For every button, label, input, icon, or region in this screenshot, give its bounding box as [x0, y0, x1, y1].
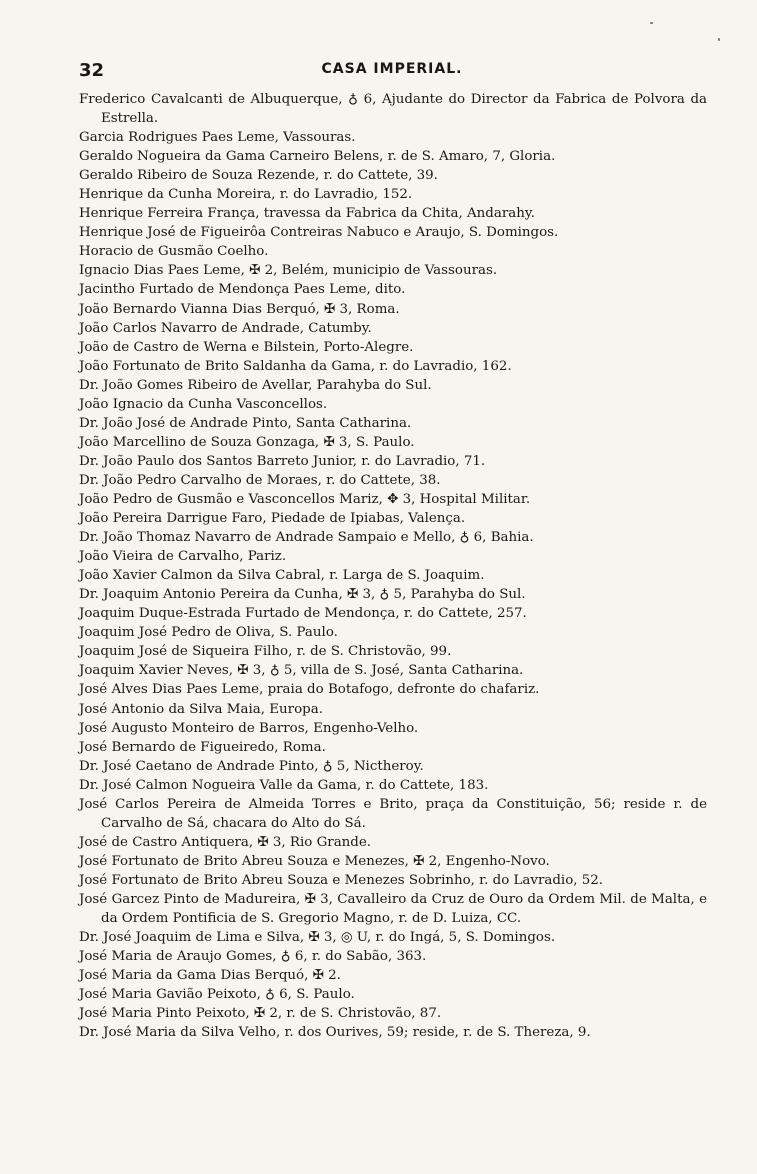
directory-entry: João Pedro de Gusmão e Vasconcellos Mariz, ✥ 3, Hospital Militar. — [79, 491, 531, 507]
directory-entry: João de Castro de Werna e Bilstein, Porto-Alegre. — [79, 339, 414, 355]
directory-entry: Joaquim Xavier Neves, ✠ 3, ♁ 5, villa de S. José, Santa Catharina. — [79, 663, 524, 679]
directory-entries — [79, 90, 707, 1042]
directory-entry: José Bernardo de Figueiredo, Roma. — [79, 739, 326, 755]
directory-entry: Joaquim Duque-Estrada Furtado de Mendonça, r. do Cattete, 257. — [79, 606, 527, 622]
directory-entry: Dr. José Caetano de Andrade Pinto, ♁ 5, Nictheroy. — [79, 758, 424, 774]
directory-entry: José de Castro Antiquera, ✠ 3, Rio Grande. — [79, 834, 372, 850]
directory-entry: José Maria Gavião Peixoto, ♁ 6, S. Paulo. — [79, 987, 355, 1003]
directory-entry: João Bernardo Vianna Dias Berquó, ✠ 3, Roma. — [79, 301, 400, 317]
page-header — [79, 60, 705, 86]
directory-entry: João Vieira de Carvalho, Pariz. — [79, 549, 287, 565]
directory-entry: Dr. João José de Andrade Pinto, Santa Catharina. — [79, 415, 412, 431]
directory-entry: Dr. João Paulo dos Santos Barreto Junior, r. do Lavradio, 71. — [79, 453, 486, 469]
directory-entry: João Marcellino de Souza Gonzaga, ✠ 3, S. Paulo. — [79, 434, 415, 450]
directory-entry: Geraldo Ribeiro de Souza Rezende, r. do Cattete, 39. — [79, 168, 438, 184]
directory-entry: Dr. José Joaquim de Lima e Silva, ✠ 3, ◎ U, r. do Ingá, 5, S. Domingos. — [79, 930, 556, 946]
directory-entry: Horacio de Gusmão Coelho. — [79, 244, 269, 260]
directory-entry: Jacintho Furtado de Mendonça Paes Leme, dito. — [79, 282, 406, 298]
directory-entry: Henrique José de Figueirôa Contreiras Nabuco e Araujo, S. Domingos. — [79, 225, 559, 241]
directory-entry: João Ignacio da Cunha Vasconcellos. — [79, 396, 328, 412]
directory-entry: José Alves Dias Paes Leme, praia do Botafogo, defronte do chafariz. — [79, 682, 540, 698]
directory-entry: Joaquim José de Siqueira Filho, r. de S. Christovão, 99. — [79, 644, 452, 660]
directory-entry: José Garcez Pinto de Madureira, ✠ 3, Cavalleiro da Cruz de Ouro da Ordem Mil. de Malta, e da Ordem Pontificia de S. Gregorio Magno, r. de D. Luiza, CC. — [79, 891, 707, 927]
directory-entry: Ignacio Dias Paes Leme, ✠ 2, Belém, municipio de Vassouras. — [79, 263, 498, 279]
directory-entry: José Augusto Monteiro de Barros, Engenho-Velho. — [79, 720, 419, 736]
directory-entry: José Maria da Gama Dias Berquó, ✠ 2. — [79, 968, 341, 984]
directory-entry: Joaquim José Pedro de Oliva, S. Paulo. — [79, 625, 338, 641]
directory-entry: José Maria de Araujo Gomes, ♁ 6, r. do Sabão, 363. — [79, 949, 427, 965]
directory-entry: João Fortunato de Brito Saldanha da Gama, r. do Lavradio, 162. — [79, 358, 512, 374]
directory-entry: Dr. João Pedro Carvalho de Moraes, r. do Cattete, 38. — [79, 472, 441, 488]
ink-speck — [718, 38, 720, 41]
directory-entry: João Pereira Darrigue Faro, Piedade de Ipiabas, Valença. — [79, 511, 466, 527]
directory-entry: Henrique Ferreira França, travessa da Fabrica da Chita, Andarahy. — [79, 206, 535, 222]
directory-entry: Dr. José Calmon Nogueira Valle da Gama, r. do Cattete, 183. — [79, 777, 489, 793]
directory-entry: Dr. João Thomaz Navarro de Andrade Sampaio e Mello, ♁ 6, Bahia. — [79, 530, 534, 546]
directory-entry: João Xavier Calmon da Silva Cabral, r. Larga de S. Joaquim. — [79, 568, 485, 584]
directory-entry: Geraldo Nogueira da Gama Carneiro Belens, r. de S. Amaro, 7, Gloria. — [79, 149, 556, 165]
running-head: CASA IMPERIAL. — [321, 61, 463, 77]
directory-entry: José Fortunato de Brito Abreu Souza e Menezes, ✠ 2, Engenho-Novo. — [79, 853, 550, 869]
directory-entry: Frederico Cavalcanti de Albuquerque, ♁ 6, Ajudante do Director da Fabrica de Polvora da Estrella. — [79, 92, 707, 127]
page-number: 32 — [79, 60, 105, 81]
directory-entry: Dr. João Gomes Ribeiro de Avellar, Parahyba do Sul. — [79, 377, 432, 393]
directory-entry: José Fortunato de Brito Abreu Souza e Menezes Sobrinho, r. do Lavradio, 52. — [79, 872, 604, 888]
directory-entry: José Carlos Pereira de Almeida Torres e Brito, praça da Constituição, 56; reside r. de Carvalho de Sá, chacara do Alto do Sá. — [79, 796, 707, 831]
ink-speck — [650, 22, 653, 24]
directory-entry: João Carlos Navarro de Andrade, Catumby. — [79, 320, 372, 336]
directory-entry: Henrique da Cunha Moreira, r. do Lavradio, 152. — [79, 187, 413, 203]
directory-entry: Dr. José Maria da Silva Velho, r. dos Ourives, 59; reside, r. de S. Thereza, 9. — [79, 1025, 591, 1041]
directory-entry: José Maria Pinto Peixoto, ✠ 2, r. de S. Christovão, 87. — [79, 1006, 442, 1022]
directory-entry: Dr. Joaquim Antonio Pereira da Cunha, ✠ 3, ♁ 5, Parahyba do Sul. — [79, 587, 526, 603]
directory-entry: José Antonio da Silva Maia, Europa. — [79, 701, 323, 717]
directory-entry: Garcia Rodrigues Paes Leme, Vassouras. — [79, 130, 356, 146]
